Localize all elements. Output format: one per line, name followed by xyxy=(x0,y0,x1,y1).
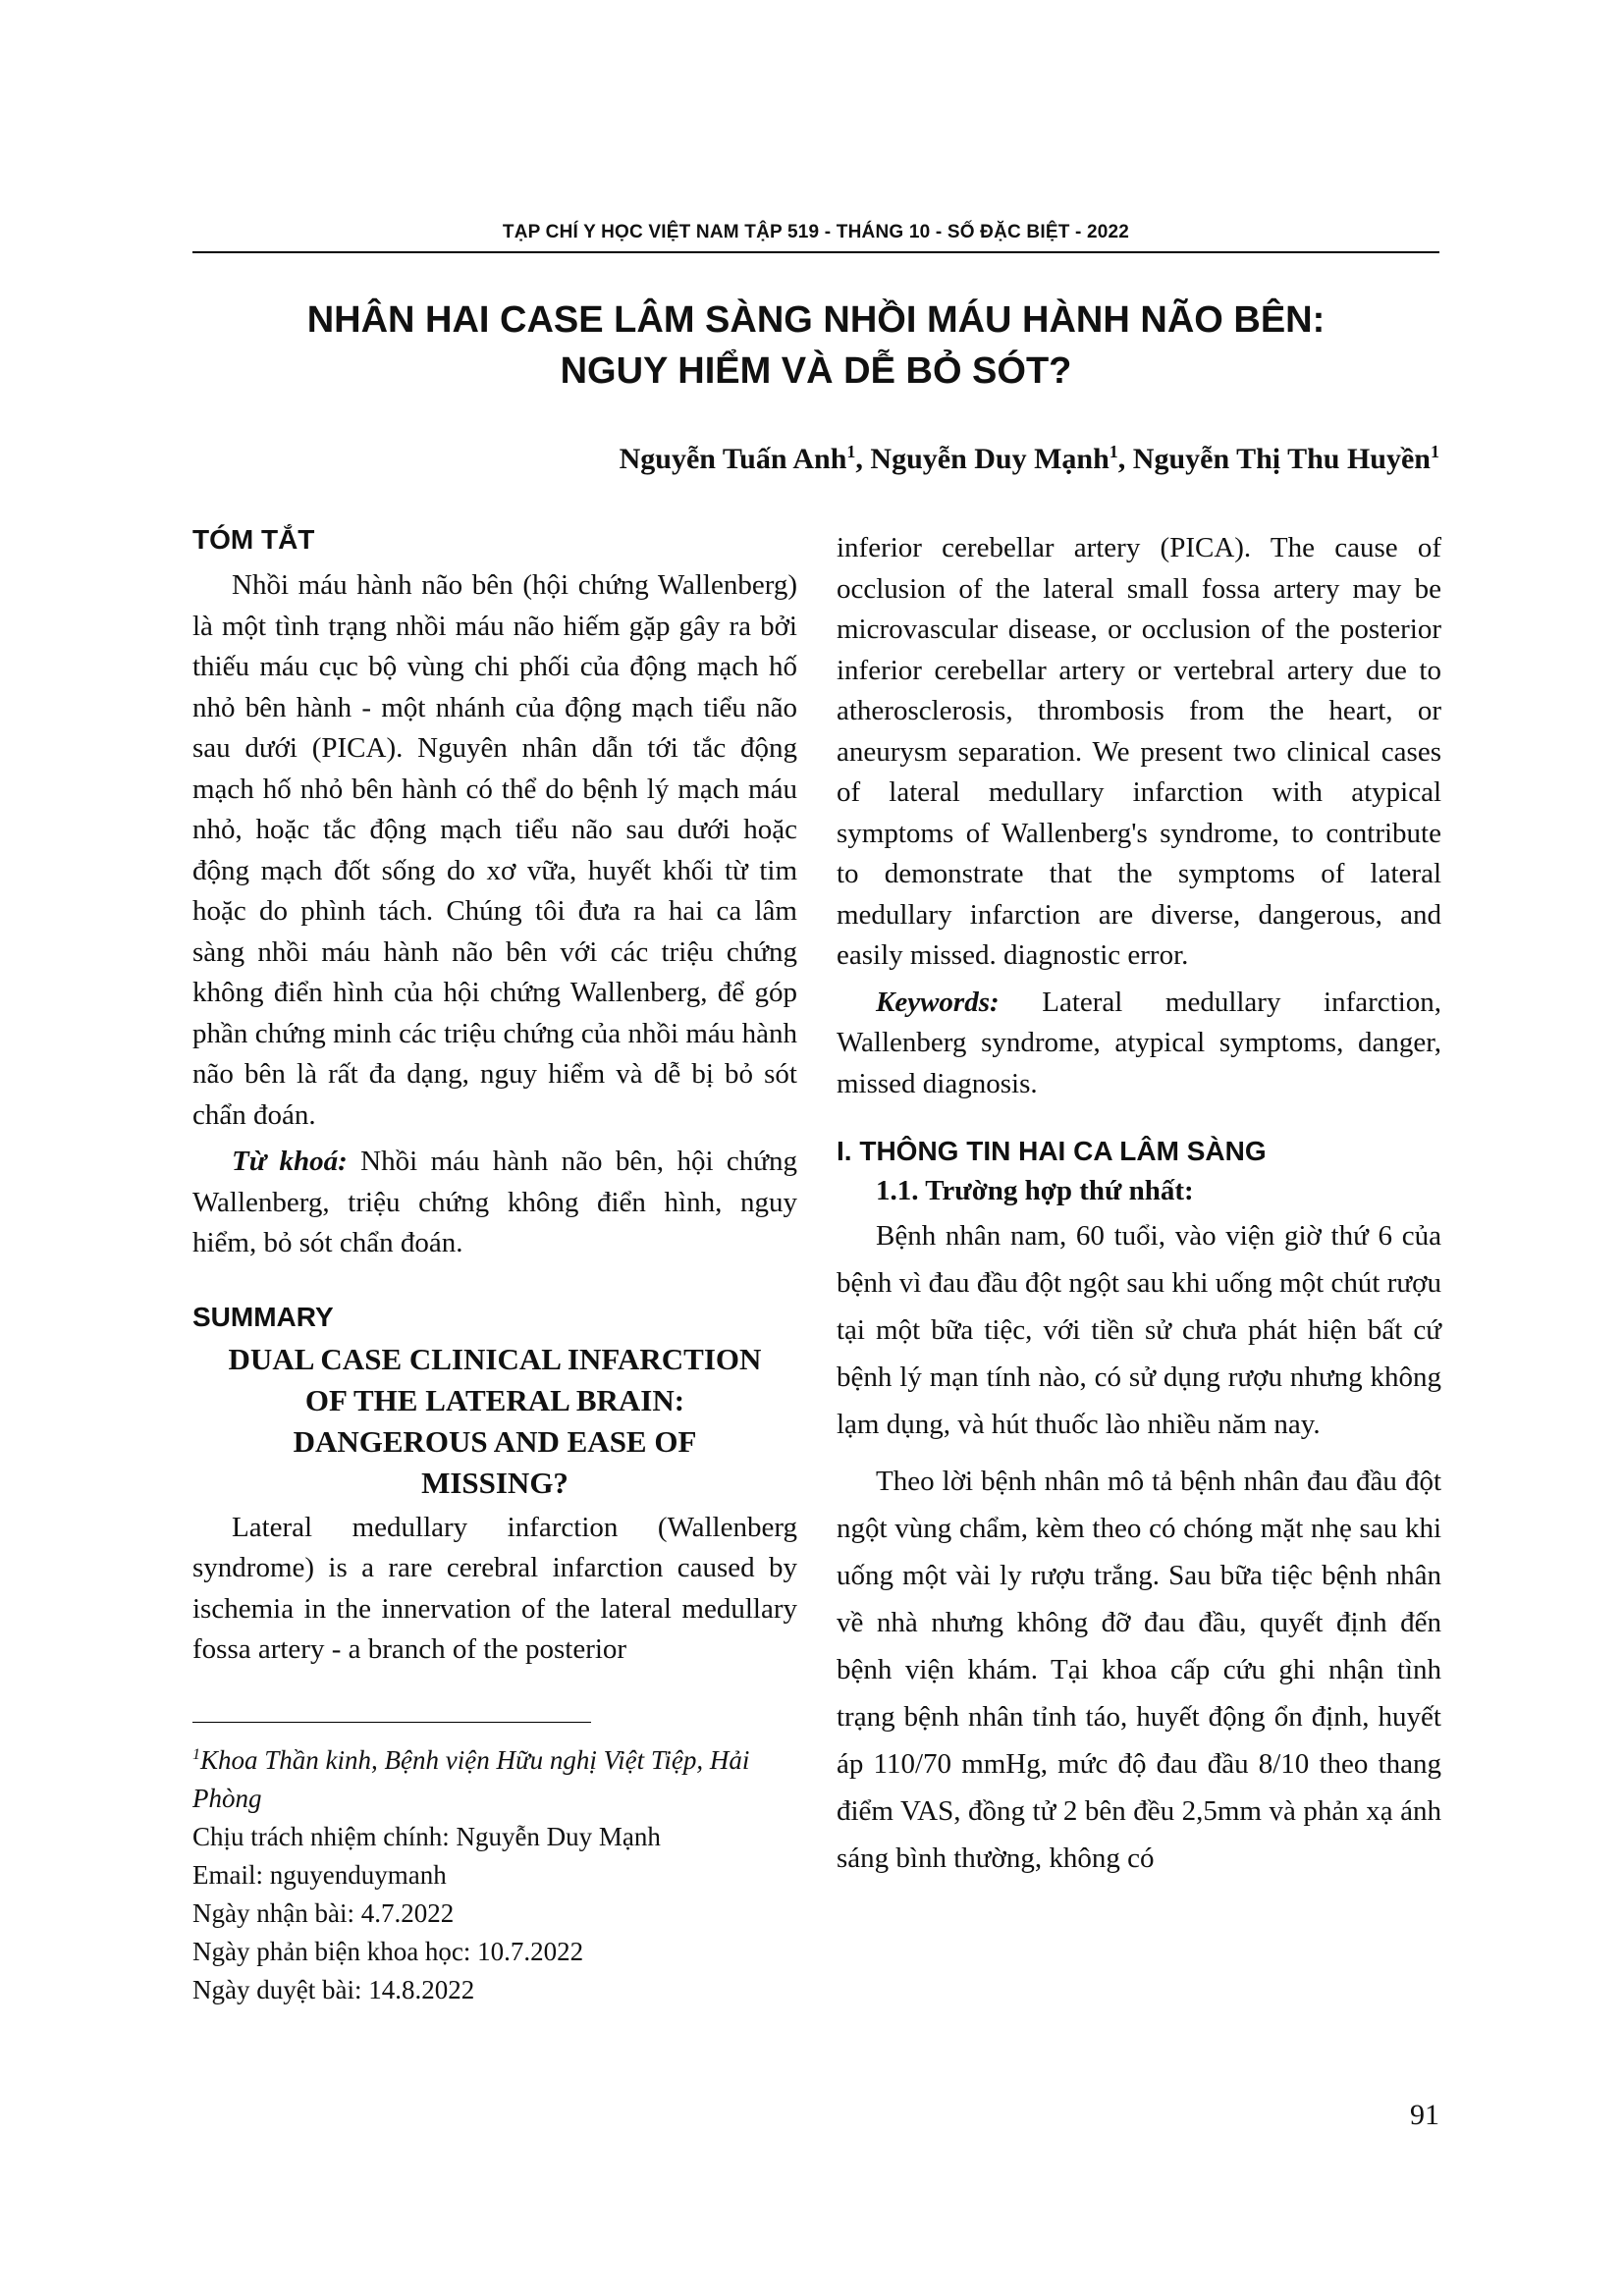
author-2: Nguyễn Duy Mạnh$^1$, xyxy=(870,442,1133,475)
case-1-para-2: Theo lời bệnh nhân mô tả bệnh nhân đau đầu đột ngột vùng chẩm, kèm theo có chóng mặt nhẹ sau khi uống một vài ly rượu trắng. Sau bữa tiệc bệnh nhân về nhà nhưng không đỡ đau đầu, quyết định đến bệnh viện khám. Tại khoa cấp cứu ghi nhận tình trạng bệnh nhân tỉnh táo, huyết động ổn định, huyết áp 110/70 mmHg, mức độ đau đầu 8/10 theo thang điểm VAS, đồng tử 2 bên đều 2,5mm và phản xạ ánh sáng bình thường, không có xyxy=(837,1465,1441,1874)
footnote-affiliation: $^1$Khoa Thần kinh, Bệnh viện Hữu nghị Việt Tiệp, Hải Phòng xyxy=(192,1745,750,1813)
keywords-en: Keywords: Lateral medullary infarction, Wallenberg syndrome, atypical symptoms, danger, missed diagnosis. xyxy=(837,986,1441,1099)
right-column xyxy=(837,528,1441,1882)
title-line-1: NHÂN HAI CASE LÂM SÀNG NHỒI MÁU HÀNH NÃO BÊN: xyxy=(306,299,1326,341)
title-line-2: NGUY HIỂM VÀ DỄ BỎ SÓT? xyxy=(560,350,1072,392)
left-column xyxy=(192,520,797,1671)
author-1: Nguyễn Tuấn Anh$^1$, xyxy=(619,442,871,475)
abstract-body: Nhồi máu hành não bên (hội chứng Wallenberg) là một tình trạng nhồi máu não hiếm gặp gây ra bởi thiếu máu cục bộ vùng chi phối của động mạch hố nhỏ bên hành - một nhánh của động mạch tiểu não sau dưới (PICA). Nguyên nhân dẫn tới tắc động mạch hố nhỏ bên hành có thể do bệnh lý mạch máu nhỏ, hoặc tắc động mạch tiểu não sau dưới hoặc động mạch đốt sống do xơ vữa, huyết khối từ tim hoặc do phình tách. Chúng tôi đưa ra hai ca lâm sàng nhồi máu hành não bên với các triệu chứng không điển hình của hội chứng Wallenberg, để góp phần chứng minh các triệu chứng của nhồi máu hành não bên là rất đa dạng, nguy hiểm và dễ bị bỏ sót chẩn đoán. xyxy=(192,569,797,1131)
footnote-email: Email: nguyenduymanh xyxy=(192,1860,447,1890)
summary-title-line-1: DUAL CASE CLINICAL INFARCTION xyxy=(228,1341,762,1376)
running-header: TẠP CHÍ Y HỌC VIỆT NAM TẬP 519 - THÁNG 10 - SỐ ĐẶC BIỆT - 2022 xyxy=(502,222,1130,242)
summary-heading: SUMMARY xyxy=(192,1301,334,1332)
footnote-reviewed: Ngày phản biện khoa học: 10.7.2022 xyxy=(192,1937,584,1966)
summary-title-line-2: OF THE LATERAL BRAIN: xyxy=(304,1382,685,1417)
author-3: Nguyễn Thị Thu Huyền$^1$ xyxy=(1132,442,1439,475)
section-1-1-heading: 1.1. Trường hợp thứ nhất: xyxy=(876,1175,1194,1206)
abstract-heading: TÓM TẮT xyxy=(192,524,315,555)
summary-body-start: Lateral medullary infarction (Wallenberg syndrome) is a rare cerebral infarction caused by ischemia in the innervation of the lateral medullary fossa artery - a branch of the posterior xyxy=(192,1511,797,1665)
summary-title xyxy=(192,1339,797,1504)
header-rule xyxy=(192,251,1439,253)
keywords-vi: Từ khoá: Nhồi máu hành não bên, hội chứng Wallenberg, triệu chứng không điển hình, nguy hiểm, bỏ sót chẩn đoán. xyxy=(192,1146,797,1258)
case-1-para-1: Bệnh nhân nam, 60 tuổi, vào viện giờ thứ 6 của bệnh vì đau đầu đột ngột sau khi uống một chút rượu tại một bữa tiệc, với tiền sử chưa phát hiện bất cứ bệnh lý mạn tính nào, có sử dụng rượu nhưng không lạm dụng, và hút thuốc lào nhiều năm nay. xyxy=(837,1219,1441,1440)
summary-title-line-4: MISSING? xyxy=(421,1465,568,1500)
summary-body-continued: inferior cerebellar artery (PICA). The cause of occlusion of the lateral small fossa artery may be microvascular disease, or occlusion of the posterior inferior cerebellar artery or vertebral artery due to atherosclerosis, thrombosis from the heart, or aneurysm separation. We present two clinical cases of lateral medullary infarction with atypical symptoms of Wallenberg's syndrome, to contribute to demonstrate that the symptoms of lateral medullary infarction are diverse, dangerous, and easily missed. diagnostic error. xyxy=(837,532,1441,971)
section-1-heading: I. THÔNG TIN HAI CA LÂM SÀNG xyxy=(837,1136,1267,1166)
footnote-corresponding: Chịu trách nhiệm chính: Nguyễn Duy Mạnh xyxy=(192,1822,661,1851)
footnote-received: Ngày nhận bài: 4.7.2022 xyxy=(192,1898,455,1928)
summary-title-line-3: DANGEROUS AND EASE OF xyxy=(293,1423,697,1459)
article-title xyxy=(192,294,1439,397)
author-list xyxy=(192,442,1439,476)
footnote-accepted: Ngày duyệt bài: 14.8.2022 xyxy=(192,1975,475,2004)
footnote-rule xyxy=(192,1722,591,1723)
page-number: 91 xyxy=(1410,2099,1439,2131)
footnotes xyxy=(192,1735,797,2009)
